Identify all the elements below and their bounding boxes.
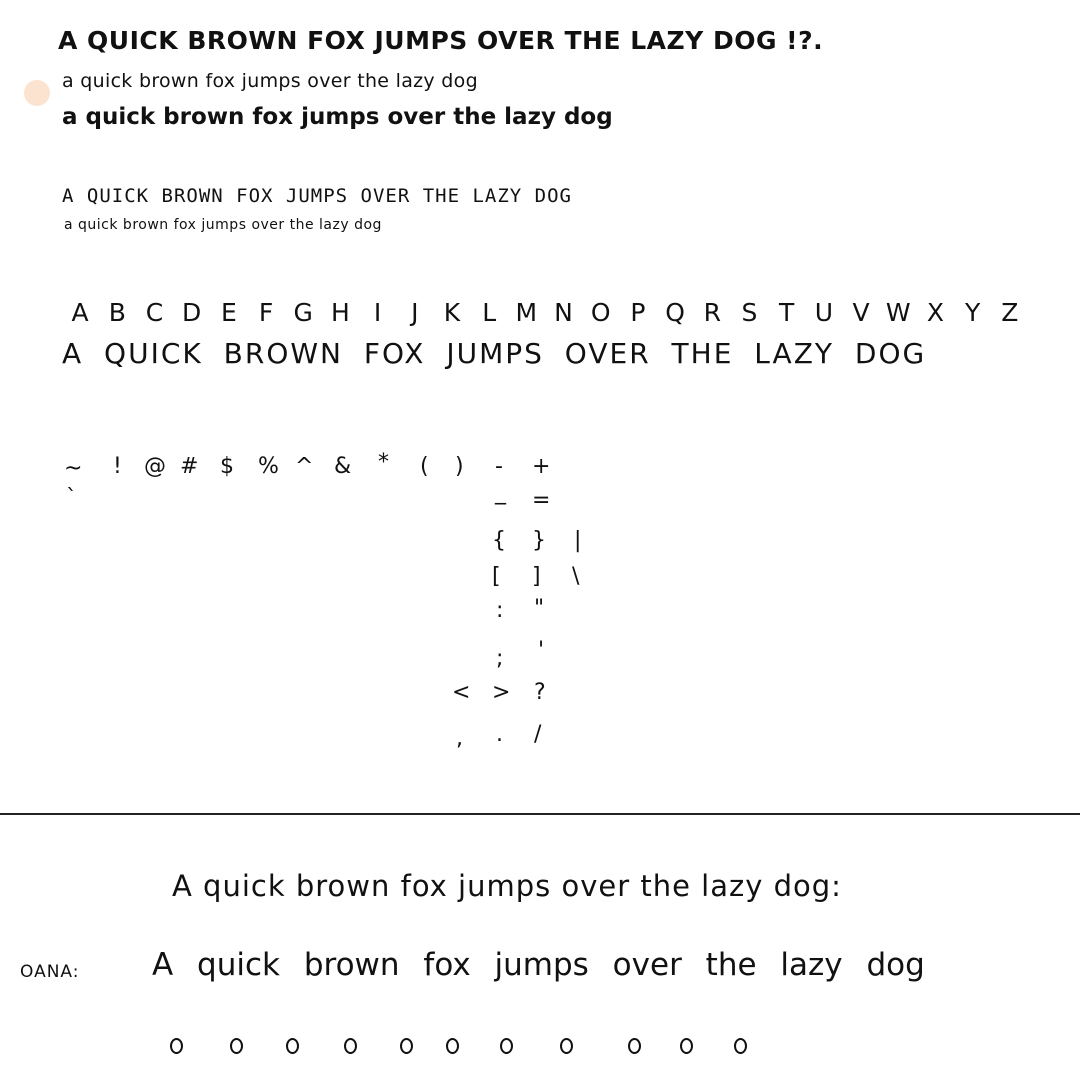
alphabet-letter: W [885,298,912,327]
symbol-period: . [496,722,503,747]
alphabet-letter: Q [665,298,686,327]
alphabet-letter: G [293,298,314,327]
alphabet-letter: K [443,298,462,327]
symbol-ampersand: & [334,454,352,479]
circle-glyph [500,1038,513,1054]
alphabet-letter: T [779,298,796,327]
alphabet-letter: C [145,298,165,327]
circle-glyph [400,1038,413,1054]
symbol-right-bracket: ] [532,564,541,589]
sample-line-caps-thin: A QUICK BROWN FOX JUMPS OVER THE LAZY DOG [62,185,572,207]
alphabet-letter: J [411,298,420,327]
symbol-backslash: \ [572,564,580,589]
sample-line-caps-bold: A QUICK BROWN FOX JUMPS OVER THE LAZY DOG !?. [58,26,824,55]
symbol-hash: # [180,454,199,479]
sample-line-lowercase-thin: a quick brown fox jumps over the lazy dog [64,217,382,233]
symbol-backtick: ` [66,486,77,511]
alphabet-letter: E [220,298,238,327]
symbol-minus: - [495,454,503,479]
symbol-underscore: _ [495,480,506,505]
circle-glyph [560,1038,573,1054]
symbol-percent: % [258,454,279,479]
alphabet-letter: D [182,298,203,327]
sample-line-caps-handwritten: A QUICK BROWN FOX JUMPS OVER THE LAZY DOG [62,337,927,370]
alphabet-letter: R [703,298,722,327]
circle-row [0,1038,1080,1062]
sample-line-lowercase-bold: a quick brown fox jumps over the lazy dog [62,104,613,130]
alphabet-letter: Y [964,298,982,327]
alphabet-letter: B [108,298,127,327]
circle-glyph [230,1038,243,1054]
alphabet-letter: H [331,298,351,327]
alphabet-letter: A [71,298,90,327]
alphabet-row [62,300,1029,325]
alphabet-letter: L [482,298,498,327]
circle-glyph [628,1038,641,1054]
alphabet-letter: Z [1001,298,1020,327]
symbol-single-quote: ' [538,638,545,663]
alphabet-letter: N [554,298,574,327]
symbol-tilde: ~ [64,456,83,481]
sample-line-lowercase: a quick brown fox jumps over the lazy dog [62,70,478,92]
alphabet-letter: X [926,298,945,327]
symbol-left-paren: ( [420,454,429,479]
section-divider [0,813,1080,815]
alphabet-letter: M [515,298,539,327]
alphabet-letter: P [630,298,647,327]
alphabet-letter: U [814,298,834,327]
symbol-greater-than: > [492,680,511,705]
circle-glyph [170,1038,183,1054]
symbol-less-than: < [452,680,471,705]
symbol-asterisk: * [378,450,389,475]
symbol-question: ? [534,680,546,705]
alphabet-letter: I [373,298,383,327]
symbol-right-paren: ) [455,454,464,479]
symbol-left-brace: { [492,528,506,553]
sample-line-handwritten-1: A quick brown fox jumps over the lazy dog: [172,869,842,903]
sample-line-handwritten-2: A quick brown fox jumps over the lazy dog [152,947,925,983]
symbol-exclamation: ! [113,454,122,479]
alphabet-letter: O [590,298,612,327]
symbol-caret: ^ [295,454,314,479]
symbol-left-bracket: [ [492,564,501,589]
symbol-double-quote: " [534,596,545,621]
alphabet-letter: V [852,298,871,327]
alphabet-letter: S [741,298,759,327]
symbol-semicolon: ; [496,646,504,671]
symbol-plus: + [532,454,551,479]
accent-dot [24,80,50,106]
circle-glyph [446,1038,459,1054]
symbol-colon: : [496,598,504,623]
symbol-pipe: | [574,528,582,553]
symbol-slash: / [534,722,542,747]
circle-glyph [286,1038,299,1054]
author-label: OANA: [20,962,80,982]
alphabet-letter: F [258,298,275,327]
symbol-dollar: $ [220,454,234,479]
circle-glyph [680,1038,693,1054]
symbol-at: @ [144,454,166,479]
circle-glyph [344,1038,357,1054]
symbol-right-brace: } [532,528,546,553]
circle-glyph [734,1038,747,1054]
symbol-comma: , [456,726,463,751]
symbol-equals: = [532,488,551,513]
